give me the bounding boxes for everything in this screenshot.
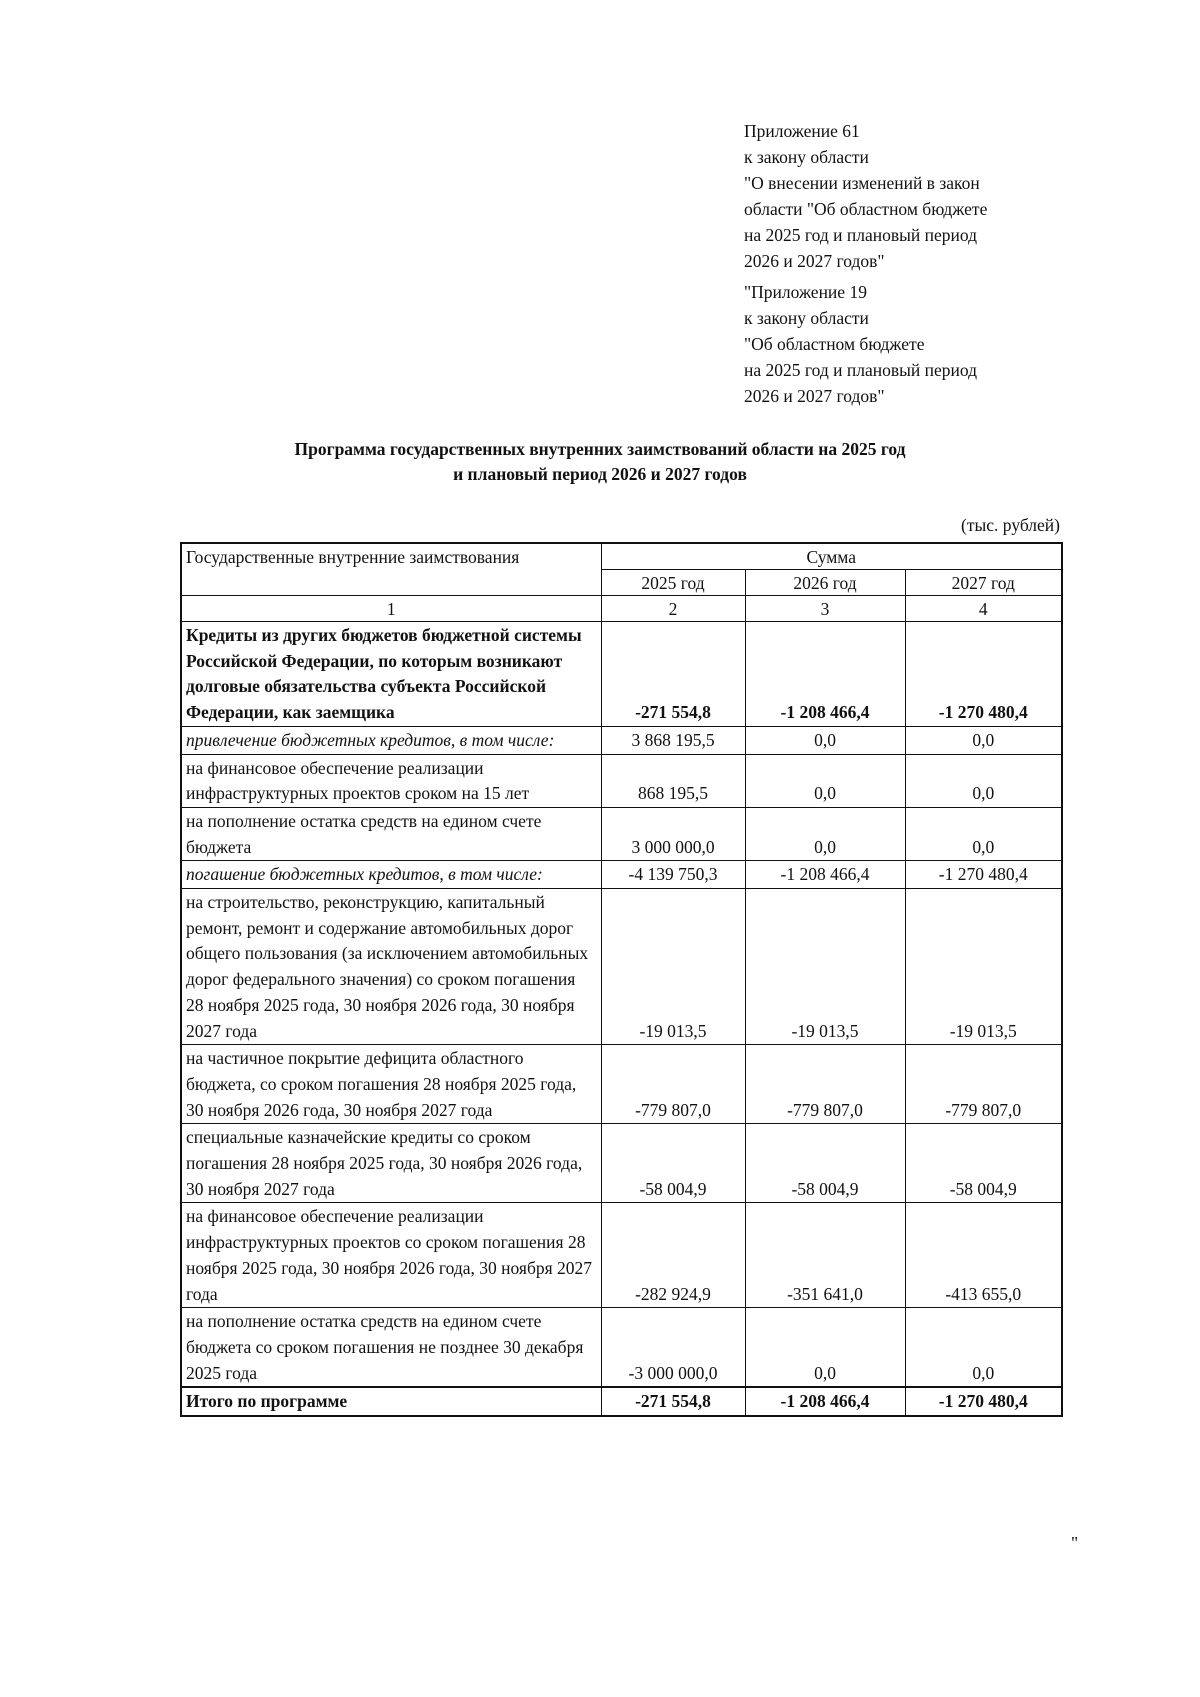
value-2027: 0,0 (905, 1308, 1062, 1388)
value-2025: -271 554,8 (601, 1387, 745, 1416)
value-2027: -1 270 480,4 (905, 861, 1062, 889)
row-label: привлечение бюджетных кредитов, в том числе: (181, 726, 601, 754)
table-row (181, 1124, 1062, 1203)
header-row (181, 543, 1062, 570)
annex-line: к закону области (744, 147, 869, 167)
value-2026: -1 208 466,4 (745, 622, 905, 727)
table-row (181, 1308, 1062, 1388)
table-row (181, 1045, 1062, 1124)
value-2025: 3 868 195,5 (601, 726, 745, 754)
row-label: на финансовое обеспечение реализации инфраструктурных проектов со сроком погашения 28 ноября 2025 года, 30 ноября 2026 года, 30 ноября 2027 года (181, 1203, 601, 1308)
annex-header (744, 118, 1074, 409)
row-label: Итого по программе (181, 1387, 601, 1416)
value-2027: -413 655,0 (905, 1203, 1062, 1308)
annex-line: "Приложение 19 (744, 282, 867, 302)
annex-line: к закону области (744, 308, 869, 328)
column-number: 3 (745, 596, 905, 622)
column-number-row (181, 596, 1062, 622)
table-row (181, 889, 1062, 1045)
value-2027: -58 004,9 (905, 1124, 1062, 1203)
value-2027: 0,0 (905, 754, 1062, 807)
table-row (181, 861, 1062, 889)
value-2025: 868 195,5 (601, 754, 745, 807)
value-2026: 0,0 (745, 726, 905, 754)
value-2027: -1 270 480,4 (905, 1387, 1062, 1416)
value-2026: -779 807,0 (745, 1045, 905, 1124)
column-number: 1 (181, 596, 601, 622)
value-2027: 0,0 (905, 726, 1062, 754)
annex-line: 2026 и 2027 годов" (744, 251, 885, 271)
column-header-label: Государственные внутренние заимствования (181, 543, 601, 596)
annex-block-b (744, 279, 1074, 409)
column-header-year: 2025 год (601, 570, 745, 596)
annex-line: Приложение 61 (744, 121, 860, 141)
value-2025: -271 554,8 (601, 622, 745, 727)
value-2027: -779 807,0 (905, 1045, 1062, 1124)
annex-line: на 2025 год и плановый период (744, 225, 978, 245)
value-2027: 0,0 (905, 807, 1062, 860)
annex-line: области "Об областном бюджете (744, 199, 988, 219)
closing-quote: " (1071, 1533, 1079, 1553)
column-number: 2 (601, 596, 745, 622)
table-row (181, 622, 1062, 727)
value-2025: -4 139 750,3 (601, 861, 745, 889)
value-2025: -3 000 000,0 (601, 1308, 745, 1388)
value-2027: -19 013,5 (905, 889, 1062, 1045)
annex-line: 2026 и 2027 годов" (744, 386, 885, 406)
table-row (181, 1203, 1062, 1308)
value-2027: -1 270 480,4 (905, 622, 1062, 727)
row-label: Кредиты из других бюджетов бюджетной системы Российской Федерации, по которым возникают долговые обязательства субъекта Российской Федерации, как заемщика (181, 622, 601, 727)
table-row (181, 726, 1062, 754)
column-header-sum: Сумма (601, 543, 1062, 570)
value-2025: -282 924,9 (601, 1203, 745, 1308)
row-label: на пополнение остатка средств на едином счете бюджета (181, 807, 601, 860)
document-title (130, 437, 1070, 487)
value-2026: -58 004,9 (745, 1124, 905, 1203)
value-2026: -1 208 466,4 (745, 1387, 905, 1416)
units-note: (тыс. рублей) (961, 515, 1060, 535)
total-row (181, 1387, 1062, 1416)
annex-block-a (744, 118, 1074, 274)
row-label: на пополнение остатка средств на едином счете бюджета со сроком погашения не позднее 30 декабря 2025 года (181, 1308, 601, 1388)
value-2026: 0,0 (745, 807, 905, 860)
value-2026: -19 013,5 (745, 889, 905, 1045)
title-line-2: и плановый период 2026 и 2027 годов (453, 464, 747, 484)
column-number: 4 (905, 596, 1062, 622)
column-header-year: 2027 год (905, 570, 1062, 596)
column-header-year: 2026 год (745, 570, 905, 596)
value-2026: 0,0 (745, 754, 905, 807)
value-2025: -19 013,5 (601, 889, 745, 1045)
title-line-1: Программа государственных внутренних заимствований области на 2025 год (294, 439, 906, 459)
row-label: на строительство, реконструкцию, капитальный ремонт, ремонт и содержание автомобильных дорог общего пользования (за исключением автомобильных дорог федерального значения) со сроком погашения 28 ноября 2025 года, 30 ноября 2026 года, 30 ноября 2027 года (181, 889, 601, 1045)
annex-line: "О внесении изменений в закон (744, 173, 980, 193)
table-row (181, 754, 1062, 807)
value-2025: 3 000 000,0 (601, 807, 745, 860)
annex-line: "Об областном бюджете (744, 334, 925, 354)
value-2026: 0,0 (745, 1308, 905, 1388)
value-2025: -779 807,0 (601, 1045, 745, 1124)
row-label: на финансовое обеспечение реализации инфраструктурных проектов сроком на 15 лет (181, 754, 601, 807)
value-2026: -1 208 466,4 (745, 861, 905, 889)
value-2026: -351 641,0 (745, 1203, 905, 1308)
value-2025: -58 004,9 (601, 1124, 745, 1203)
table-row (181, 807, 1062, 860)
borrowings-table (180, 542, 1063, 1417)
row-label: на частичное покрытие дефицита областного бюджета, со сроком погашения 28 ноября 2025 года, 30 ноября 2026 года, 30 ноября 2027 года (181, 1045, 601, 1124)
row-label: специальные казначейские кредиты со сроком погашения 28 ноября 2025 года, 30 ноября 2026 года, 30 ноября 2027 года (181, 1124, 601, 1203)
annex-line: на 2025 год и плановый период (744, 360, 978, 380)
row-label: погашение бюджетных кредитов, в том числе: (181, 861, 601, 889)
